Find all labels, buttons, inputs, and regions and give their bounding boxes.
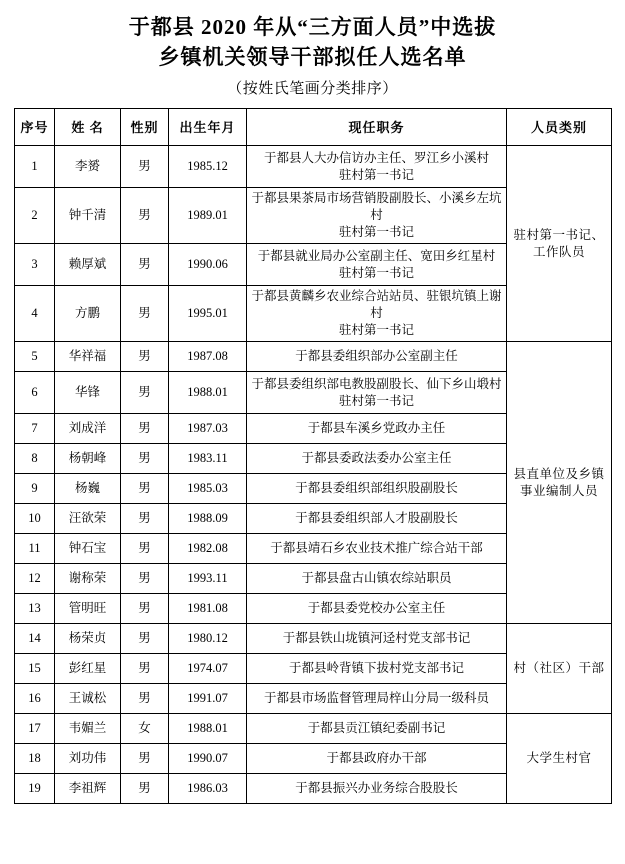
document-subtitle: （按姓氏笔画分类排序） — [227, 81, 398, 97]
cell-birth: 1987.08 — [169, 342, 247, 372]
cell-seq: 16 — [15, 684, 55, 714]
cell-name: 杨朝峰 — [55, 444, 121, 474]
cell-name: 王诚松 — [55, 684, 121, 714]
cell-birth: 1982.08 — [169, 534, 247, 564]
post-line-1: 于都县就业局办公室副主任、宽田乡红星村 — [257, 248, 496, 263]
post-line-2: 驻村第一书记 — [338, 225, 414, 239]
cell-gender: 男 — [121, 342, 169, 372]
cell-gender: 男 — [121, 564, 169, 594]
cell-name: 管明旺 — [55, 594, 121, 624]
category-line-1: 县直单位及乡镇 — [513, 466, 605, 481]
table-row — [15, 146, 612, 188]
table-row — [15, 624, 612, 654]
cell-post: 于都县铁山垅镇河迳村党支部书记 — [247, 624, 507, 654]
cell-gender: 男 — [121, 684, 169, 714]
cell-birth: 1995.01 — [169, 286, 247, 342]
cell-gender: 女 — [121, 714, 169, 744]
post-line-2: 驻村第一书记 — [338, 167, 414, 182]
cell-name: 李赟 — [55, 146, 121, 188]
post-line-1: 于都县人大办信访办主任、罗江乡小溪村 — [263, 150, 489, 165]
column-header-seq: 序号 — [15, 109, 55, 146]
cell-name: 汪欲荣 — [55, 504, 121, 534]
cell-seq: 12 — [15, 564, 55, 594]
cell-gender: 男 — [121, 744, 169, 774]
cell-name: 刘功伟 — [55, 744, 121, 774]
cell-seq: 6 — [15, 372, 55, 414]
category-line-2: 工作队员 — [532, 244, 585, 259]
column-header-gender: 性别 — [121, 109, 169, 146]
cell-seq: 9 — [15, 474, 55, 504]
title-line-2: 乡镇机关领导干部拟任人选名单 — [158, 45, 467, 69]
cell-post: 于都县委组织部人才股副股长 — [247, 504, 507, 534]
cell-category-group-1 — [507, 146, 612, 342]
post-line-1: 于都县黄麟乡农业综合站站员、驻银坑镇上谢村 — [251, 289, 502, 320]
cell-post: 于都县委组织部组织股副股长 — [247, 474, 507, 504]
cell-seq: 1 — [15, 146, 55, 188]
cell-gender: 男 — [121, 286, 169, 342]
column-header-name: 姓 名 — [55, 109, 121, 146]
cell-post: 于都县振兴办业务综合股股长 — [247, 774, 507, 804]
cell-gender: 男 — [121, 504, 169, 534]
column-header-post: 现任职务 — [247, 109, 507, 146]
cell-gender: 男 — [121, 474, 169, 504]
cell-post: 于都县盘古山镇农综站职员 — [247, 564, 507, 594]
cell-gender: 男 — [121, 534, 169, 564]
column-header-category: 人员类别 — [507, 109, 612, 146]
cell-gender: 男 — [121, 594, 169, 624]
cell-gender: 男 — [121, 444, 169, 474]
cell-gender: 男 — [121, 624, 169, 654]
cell-seq: 10 — [15, 504, 55, 534]
cell-post: 于都县市场监督管理局梓山分局一级科员 — [247, 684, 507, 714]
cell-name: 赖厚斌 — [55, 244, 121, 286]
document-title-block — [14, 12, 611, 102]
category-line-1: 驻村第一书记、 — [513, 227, 605, 242]
cell-birth: 1987.03 — [169, 414, 247, 444]
cell-post: 于都县贡江镇纪委副书记 — [247, 714, 507, 744]
cell-birth: 1988.01 — [169, 372, 247, 414]
post-line-2: 驻村第一书记 — [338, 393, 414, 408]
cell-name: 华锋 — [55, 372, 121, 414]
cell-post — [247, 286, 507, 342]
cell-birth: 1990.06 — [169, 244, 247, 286]
cell-birth: 1988.01 — [169, 714, 247, 744]
cell-seq: 4 — [15, 286, 55, 342]
cell-seq: 18 — [15, 744, 55, 774]
cell-post — [247, 244, 507, 286]
column-header-birth: 出生年月 — [169, 109, 247, 146]
table-row — [15, 714, 612, 744]
cell-name: 华祥福 — [55, 342, 121, 372]
cell-birth: 1981.08 — [169, 594, 247, 624]
roster-table — [14, 108, 612, 804]
cell-birth: 1985.12 — [169, 146, 247, 188]
cell-gender: 男 — [121, 774, 169, 804]
cell-birth: 1983.11 — [169, 444, 247, 474]
cell-name: 韦媚兰 — [55, 714, 121, 744]
cell-name: 钟石宝 — [55, 534, 121, 564]
table-row — [15, 342, 612, 372]
cell-birth: 1993.11 — [169, 564, 247, 594]
cell-seq: 13 — [15, 594, 55, 624]
cell-seq: 11 — [15, 534, 55, 564]
cell-name: 杨荣贞 — [55, 624, 121, 654]
table-header-row — [15, 109, 612, 146]
cell-post: 于都县政府办干部 — [247, 744, 507, 774]
cell-name: 谢称荣 — [55, 564, 121, 594]
cell-post: 于都县靖石乡农业技术推广综合站干部 — [247, 534, 507, 564]
cell-gender: 男 — [121, 372, 169, 414]
cell-post: 于都县委党校办公室主任 — [247, 594, 507, 624]
cell-birth: 1980.12 — [169, 624, 247, 654]
cell-name: 方鹏 — [55, 286, 121, 342]
cell-seq: 8 — [15, 444, 55, 474]
cell-seq: 15 — [15, 654, 55, 684]
cell-name: 彭红星 — [55, 654, 121, 684]
cell-seq: 7 — [15, 414, 55, 444]
cell-gender: 男 — [121, 414, 169, 444]
cell-seq: 17 — [15, 714, 55, 744]
cell-post — [247, 146, 507, 188]
category-line-2: 事业编制人员 — [519, 483, 598, 498]
cell-birth: 1974.07 — [169, 654, 247, 684]
cell-birth: 1988.09 — [169, 504, 247, 534]
cell-post — [247, 188, 507, 244]
cell-birth: 1990.07 — [169, 744, 247, 774]
cell-seq: 19 — [15, 774, 55, 804]
post-line-1: 于都县委组织部电教股副股长、仙下乡山塅村 — [251, 376, 502, 391]
cell-name: 李祖辉 — [55, 774, 121, 804]
cell-category-group-2 — [507, 342, 612, 624]
cell-name: 刘成洋 — [55, 414, 121, 444]
cell-post — [247, 372, 507, 414]
title-line-1: 于都县 2020 年从“三方面人员”中选拔 — [128, 15, 497, 39]
cell-gender: 男 — [121, 654, 169, 684]
cell-birth: 1986.03 — [169, 774, 247, 804]
post-line-2: 驻村第一书记 — [338, 323, 414, 337]
cell-category-group-3: 村（社区）干部 — [507, 624, 612, 714]
cell-birth: 1985.03 — [169, 474, 247, 504]
cell-gender: 男 — [121, 146, 169, 188]
cell-category-group-4: 大学生村官 — [507, 714, 612, 804]
cell-birth: 1991.07 — [169, 684, 247, 714]
cell-gender: 男 — [121, 244, 169, 286]
cell-seq: 5 — [15, 342, 55, 372]
cell-name: 钟千清 — [55, 188, 121, 244]
cell-post: 于都县委组织部办公室副主任 — [247, 342, 507, 372]
cell-post: 于都县车溪乡党政办主任 — [247, 414, 507, 444]
post-line-1: 于都县果茶局市场营销股副股长、小溪乡左坑村 — [251, 191, 502, 222]
cell-seq: 2 — [15, 188, 55, 244]
cell-post: 于都县岭背镇下拔村党支部书记 — [247, 654, 507, 684]
cell-post: 于都县委政法委办公室主任 — [247, 444, 507, 474]
cell-name: 杨巍 — [55, 474, 121, 504]
post-line-2: 驻村第一书记 — [338, 265, 414, 280]
cell-gender: 男 — [121, 188, 169, 244]
cell-seq: 14 — [15, 624, 55, 654]
cell-birth: 1989.01 — [169, 188, 247, 244]
cell-seq: 3 — [15, 244, 55, 286]
